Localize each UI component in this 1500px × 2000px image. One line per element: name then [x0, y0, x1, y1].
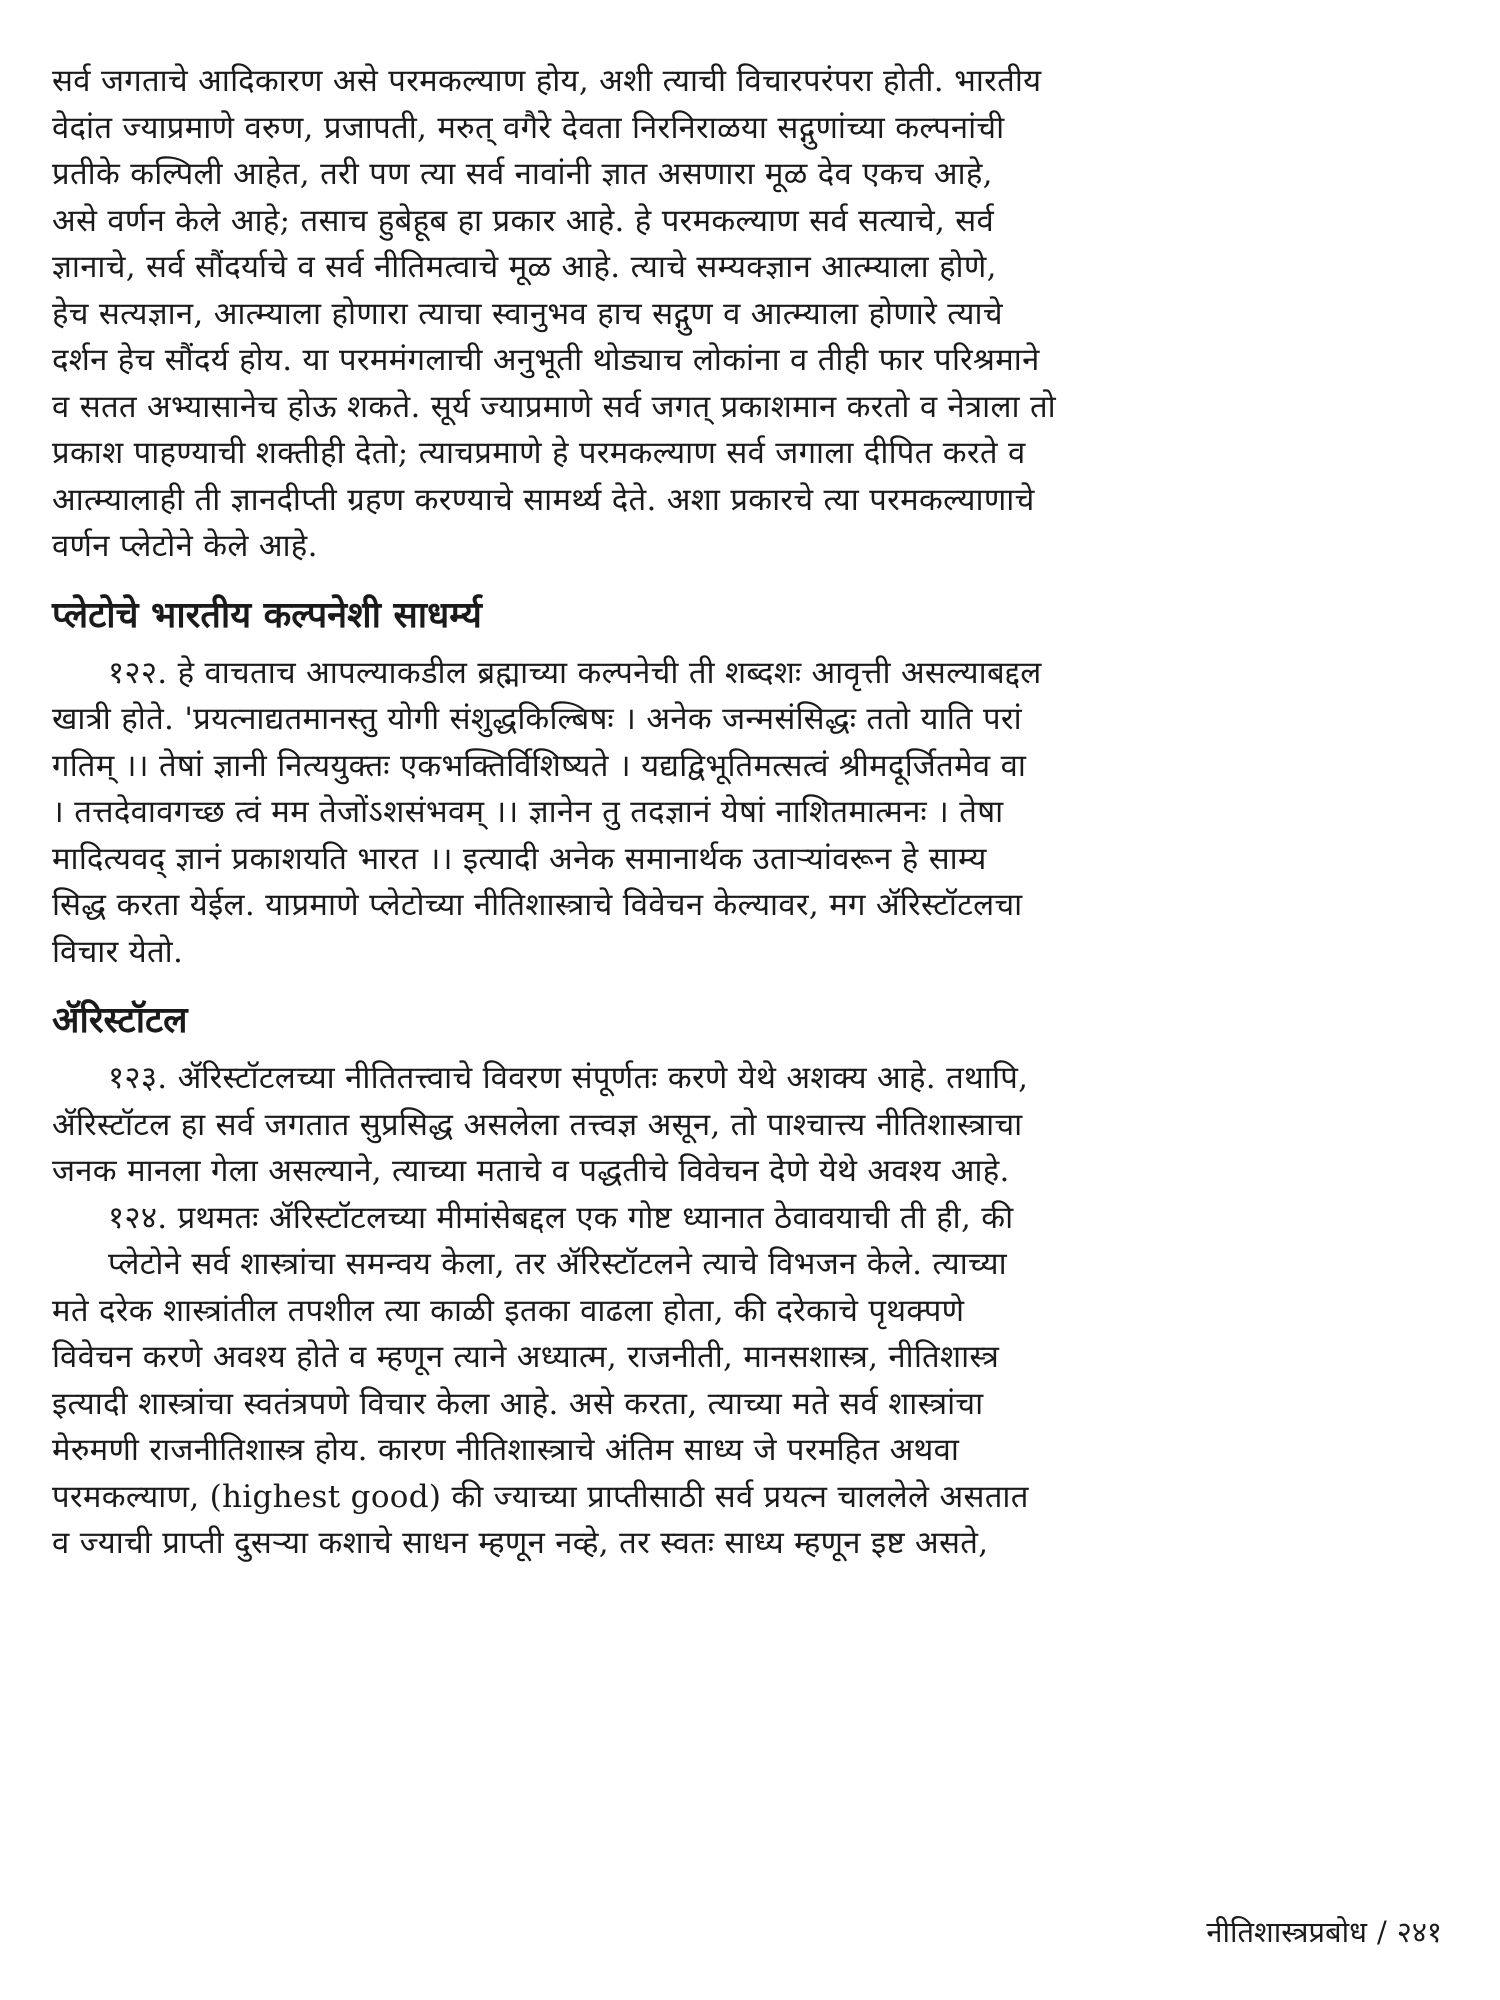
text-line: ॲरिस्टॉटल हा सर्व जगतात सुप्रसिद्ध असलेला तत्त्वज्ञ असून, तो पाश्चात्त्य नीतिशास्त्राचा	[52, 1106, 1023, 1143]
text-line: मादित्यवद् ज्ञानं प्रकाशयति भारत ।। इत्यादी अनेक समानार्थक उताऱ्यांवरून हे साम्य	[52, 840, 987, 877]
paragraph-123	[52, 1055, 1444, 1195]
paragraph-122	[52, 650, 1444, 976]
text-line: विवेचन करणे अवश्य होते व म्हणून त्याने अध्यात्म, राजनीती, मानसशास्त्र, नीतिशास्त्र	[52, 1339, 1000, 1375]
text-line: प्रकाश पाहण्याची शक्तीही देतो; त्याचप्रमाणे हे परमकल्याण सर्व जगाला दीपित करते व	[52, 435, 1026, 471]
text-line: प्लेटोने सर्व शास्त्रांचा समन्वय केला, तर ॲरिस्टॉटलने त्याचे विभजन केले. त्याच्या	[108, 1246, 1007, 1282]
section-heading-plato: प्लेटोचे भारतीय कल्पनेशी साधर्म्य	[52, 594, 482, 636]
text-line: परमकल्याण, (highest good) की ज्याच्या प्राप्तीसाठी सर्व प्रयत्न चाललेले असतात	[52, 1478, 1029, 1515]
book-title: नीतिशास्त्रप्रबोध	[1206, 1915, 1367, 1949]
text-line: दर्शन हेच सौंदर्य होय. या परममंगलाची अनुभूती थोड्याच लोकांना व तीही फार परिश्रमाने	[52, 342, 1040, 378]
text-line: खात्री होते. 'प्रयत्नाद्यतमानस्तु योगी संशुद्धकिल्बिषः । अनेक जन्मसंसिद्धः ततो याति परां	[52, 701, 1022, 737]
text-line: असे वर्णन केले आहे; तसाच हुबेहूब हा प्रकार आहे. हे परमकल्याण सर्व सत्याचे, सर्व	[52, 202, 995, 239]
text-line: गतिम् ।। तेषां ज्ञानी नित्ययुक्तः एकभक्तिर्विशिष्यते । यद्यद्विभूतिमत्सत्वं श्रीमदूर्जितमेव वा	[52, 747, 1027, 784]
text-line: १२२. हे वाचताच आपल्याकडील ब्रह्माच्या कल्पनेची ती शब्दशः आवृत्ती असल्याबद्दल	[108, 654, 1042, 691]
text-line: व ज्याची प्राप्ती दुसऱ्या कशाचे साधन म्हणून नव्हे, तर स्वतः साध्य म्हणून इष्ट असते,	[52, 1525, 989, 1561]
text-line: । तत्तदेवावगच्छ त्वं मम तेजोंऽशसंभवम् ।। ज्ञानेन तु तदज्ञानं येषां नाशितमात्मनः । तेषा	[52, 794, 1004, 830]
footer-separator: /	[1376, 1915, 1387, 1949]
page-body	[52, 58, 1444, 1567]
text-line: व सतत अभ्यासानेच होऊ शकते. सूर्य ज्याप्रमाणे सर्व जगत् प्रकाशमान करतो व नेत्राला तो	[52, 388, 1056, 425]
text-line: मेरुमणी राजनीतिशास्त्र होय. कारण नीतिशास्त्राचे अंतिम साध्य जे परमहित अथवा	[52, 1432, 960, 1468]
intro-paragraph	[52, 58, 1444, 570]
page-number: २४१	[1396, 1915, 1442, 1949]
text-line: १२४. प्रथमतः ॲरिस्टॉटलच्या मीमांसेबद्दल एक गोष्ट ध्यानात ठेवावयाची ती ही, की	[108, 1199, 1014, 1236]
page-footer	[1206, 1912, 1442, 1951]
section-heading-aristotle: ॲरिस्टॉटल	[52, 1000, 188, 1041]
paragraph-124	[52, 1195, 1444, 1567]
text-line: सर्व जगताचे आदिकारण असे परमकल्याण होय, अशी त्याची विचारपरंपरा होती. भारतीय	[52, 63, 1042, 99]
text-line: वर्णन प्लेटोने केले आहे.	[52, 528, 318, 564]
text-line: मते दरेक शास्त्रांतील तपशील त्या काळी इतका वाढला होता, की दरेकाचे पृथक्पणे	[52, 1292, 965, 1329]
text-line: आत्म्यालाही ती ज्ञानदीप्ती ग्रहण करण्याचे सामर्थ्य देते. अशा प्रकारचे त्या परमकल्याणाचे	[52, 481, 1035, 518]
text-line: विचार येतो.	[52, 933, 184, 970]
text-line: सिद्ध करता येईल. याप्रमाणे प्लेटोच्या नीतिशास्त्राचे विवेचन केल्यावर, मग ॲरिस्टॉटलचा	[52, 887, 1023, 923]
text-line: १२३. ॲरिस्टॉटलच्या नीतितत्त्वाचे विवरण संपूर्णतः करणे येथे अशक्य आहे. तथापि,	[108, 1060, 1029, 1096]
text-line: हेच सत्यज्ञान, आत्म्याला होणारा त्याचा स्वानुभव हाच सद्गुण व आत्म्याला होणारे त्याचे	[52, 295, 1003, 332]
text-line: प्रतीके कल्पिली आहेत, तरी पण त्या सर्व नावांनी ज्ञात असणारा मूळ देव एकच आहे,	[52, 156, 993, 192]
text-line: वेदांत ज्याप्रमाणे वरुण, प्रजापती, मरुत् वगैरे देवता निरनिराळया सद्गुणांच्या कल्पनांची	[52, 109, 1005, 146]
text-line: जनक मानला गेला असल्याने, त्याच्या मताचे व पद्धतीचे विवेचन देणे येथे अवश्य आहे.	[52, 1153, 1010, 1189]
text-line: ज्ञानाचे, सर्व सौंदर्याचे व सर्व नीतिमत्वाचे मूळ आहे. त्याचे सम्यक्ज्ञान आत्म्याला होणे,	[52, 249, 997, 285]
text-line: इत्यादी शास्त्रांचा स्वतंत्रपणे विचार केला आहे. असे करता, त्याच्या मते सर्व शास्त्रांचा	[52, 1385, 984, 1422]
